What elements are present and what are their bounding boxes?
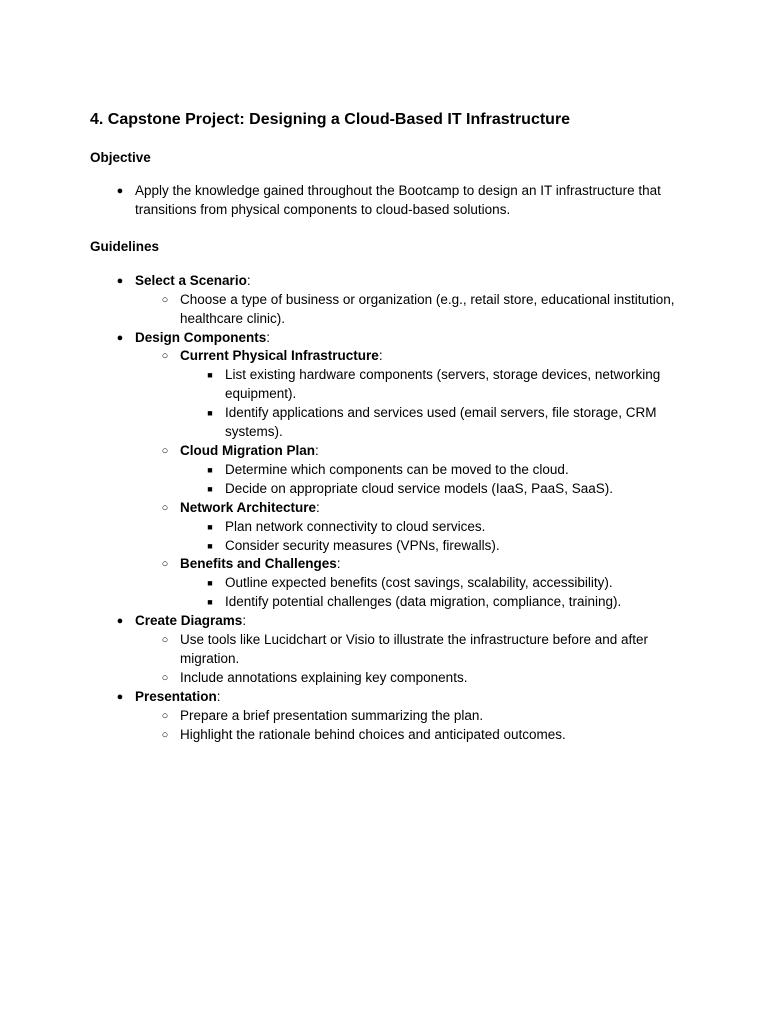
- colon: :: [336, 556, 341, 572]
- bullet-icon: ●: [116, 185, 124, 197]
- list-item-text: Identify potential challenges (data migration, compliance, training).: [225, 594, 622, 610]
- sub-list: [135, 631, 690, 688]
- list-item-cloud-migration: [161, 442, 690, 499]
- list-item-label: Select a Scenario: [135, 272, 247, 288]
- list-item-text: Decide on appropriate cloud service models (IaaS, PaaS, SaaS).: [225, 480, 613, 496]
- sub-list: [180, 518, 690, 556]
- bullet-icon: ○: [161, 709, 169, 722]
- colon: :: [266, 329, 271, 345]
- bullet-icon: ○: [161, 444, 169, 457]
- list-item-create-diagrams: [116, 612, 690, 688]
- colon: :: [315, 442, 319, 458]
- bullet-icon: ■: [207, 408, 213, 419]
- sub-list: [180, 366, 690, 442]
- list-item-text: Identify applications and services used (email servers, file storage, CRM systems).: [225, 405, 657, 440]
- list-item-presentation: [116, 688, 690, 745]
- list-item: [207, 480, 690, 499]
- bullet-icon: ●: [116, 615, 124, 628]
- sub-list: [135, 707, 690, 745]
- list-item-select-scenario: [116, 272, 690, 329]
- sub-list: [180, 574, 690, 612]
- list-item: [161, 707, 690, 726]
- bullet-icon: ○: [161, 671, 169, 684]
- bullet-icon: ○: [161, 501, 169, 514]
- list-item: [161, 726, 690, 745]
- bullet-icon: ■: [207, 370, 213, 381]
- list-item: [207, 537, 690, 556]
- bullet-icon: ●: [116, 331, 124, 344]
- list-item: [161, 631, 690, 669]
- bullet-icon: ●: [116, 690, 124, 703]
- list-item: [161, 291, 690, 329]
- bullet-icon: ○: [161, 728, 169, 741]
- list-item-text: Plan network connectivity to cloud services.: [225, 518, 486, 534]
- bullet-icon: ■: [207, 578, 213, 589]
- list-item: [207, 366, 690, 404]
- colon: :: [246, 272, 251, 288]
- list-item: [207, 518, 690, 537]
- list-item-design-components: [116, 329, 690, 613]
- list-item: [207, 404, 690, 442]
- colon: :: [378, 348, 383, 364]
- document-page: [90, 110, 690, 744]
- list-item-label: Benefits and Challenges: [180, 556, 337, 572]
- list-item-text: List existing hardware components (servers, storage devices, networking equipment).: [225, 367, 661, 402]
- bullet-icon: ●: [116, 274, 124, 287]
- colon: :: [316, 499, 320, 515]
- guidelines-heading: Guidelines: [90, 238, 160, 254]
- list-item-label: Network Architecture: [180, 499, 317, 515]
- document-title: 4. Capstone Project: Designing a Cloud-Based IT Infrastructure: [90, 111, 571, 128]
- list-item-network-architecture: [161, 499, 690, 556]
- bullet-icon: ○: [161, 634, 169, 647]
- list-item-label: Create Diagrams: [135, 613, 243, 629]
- bullet-icon: ■: [207, 540, 213, 551]
- list-item-label: Cloud Migration Plan: [180, 442, 315, 458]
- sub-list: [180, 461, 690, 499]
- list-item-text: Prepare a brief presentation summarizing the plan.: [180, 707, 484, 723]
- list-item: [207, 593, 690, 612]
- guidelines-list: [90, 272, 690, 745]
- list-item-text: Include annotations explaining key components.: [180, 669, 468, 685]
- bullet-icon: ○: [161, 350, 169, 363]
- list-item-label: Presentation: [135, 688, 217, 704]
- colon: :: [242, 613, 247, 629]
- bullet-icon: ■: [207, 483, 213, 494]
- sub-list: [135, 291, 690, 329]
- bullet-icon: ■: [207, 464, 213, 475]
- objective-list: [90, 182, 690, 220]
- list-item-benefits-challenges: [161, 555, 690, 612]
- bullet-icon: ■: [207, 521, 213, 532]
- list-item-text: Apply the knowledge gained throughout the Bootcamp to design an IT infrastructure that transitions from physical components to cloud-based solutions.: [135, 183, 661, 217]
- list-item-text: Use tools like Lucidchart or Visio to illustrate the infrastructure before and after migration.: [180, 632, 648, 666]
- sub-list: [135, 347, 690, 612]
- list-item-current-infrastructure: [161, 347, 690, 442]
- list-item-text: Consider security measures (VPNs, firewalls).: [225, 537, 500, 553]
- list-item: [116, 182, 690, 220]
- bullet-icon: ○: [161, 558, 169, 571]
- list-item-text: Outline expected benefits (cost savings, scalability, accessibility).: [225, 575, 613, 591]
- list-item: [161, 669, 690, 688]
- bullet-icon: ■: [207, 597, 213, 608]
- objective-heading: Objective: [90, 150, 151, 165]
- list-item: [207, 574, 690, 593]
- list-item-text: Determine which components can be moved to the cloud.: [225, 461, 569, 477]
- list-item-label: Current Physical Infrastructure: [180, 348, 379, 364]
- list-item-text: Highlight the rationale behind choices and anticipated outcomes.: [180, 726, 566, 742]
- colon: :: [216, 688, 221, 704]
- list-item: [207, 461, 690, 480]
- list-item-label: Design Components: [135, 329, 267, 345]
- list-item-text: Choose a type of business or organization (e.g., retail store, educational institution, healthcare clinic).: [180, 291, 675, 326]
- bullet-icon: ○: [161, 293, 169, 306]
